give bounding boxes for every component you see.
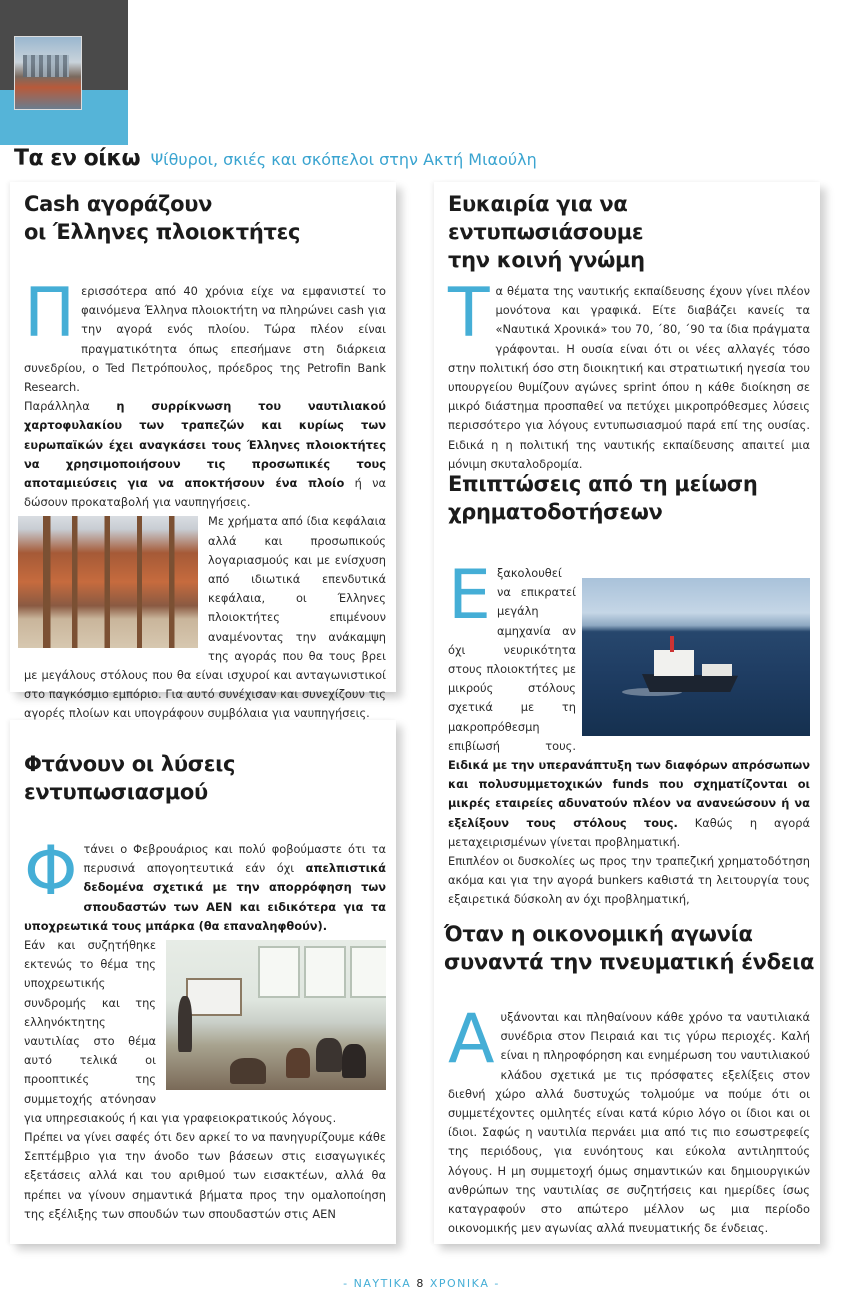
- paragraph-text: ή να δώσουν προκαταβολή για ναυπηγήσεις.: [24, 476, 386, 510]
- article-eukairia: [448, 190, 818, 274]
- section-subtitle: Ψίθυροι, σκιές και σκόπελοι στην Ακτή Μιαούλη: [150, 150, 537, 169]
- title-line: Φτάνουν οι λύσεις: [24, 752, 236, 776]
- article-body: [448, 556, 810, 910]
- footer-left: - ΝΑΥΤΙΚΑ: [343, 1277, 412, 1290]
- drop-cap: Φ: [24, 832, 78, 911]
- article-agonia: [444, 920, 816, 976]
- title-line: Όταν η οικονομική αγωνία: [444, 922, 753, 946]
- paragraph: Με χρήματα από ίδια κεφάλαια αλλά και προσωπικούς λογαριασμούς και με ενίσχυση από ιδιωτικά επενδυτικά κεφάλαια, οι Έλληνες πλοιοκτήτες επιμένουν αναμένοντας την ανάκαμψη της αγοράς που θα τους βρει με μεγάλους στόλους που θα είναι ισχυροί και ανταγωνιστικοί στο παγκόσμιο εμπόριο. Για αυτό συνέχισαν και συνεχίζουν τις αγορές πλοίων και υπογράφουν συμβόλαια για ναυπηγήσεις.: [24, 514, 386, 721]
- bold-text: απελπιστικά δεδομένα σχετικά με την απορρόφηση των σπουδαστών των ΑΕΝ και ειδικότερα για τα υποχρεωτικά τους μπάρκα (θα επαναληφθούν).: [24, 861, 386, 933]
- article-cash: [10, 182, 396, 721]
- article-lyseis: [10, 720, 396, 1244]
- drop-cap: Ε: [448, 556, 491, 635]
- paragraph: Επιπλέον οι δυσκολίες ως προς την τραπεζική χρηματοδότηση ακόμα και για την αγορά bunkers καθιστά τη λειτουργία τους εξαιρετικά δύσκολη αν όχι προβληματική,: [448, 854, 810, 907]
- paragraph-text: Καθώς η αγορά μεταχειρισμένων γίνεται προβληματική.: [448, 815, 810, 849]
- corner-notch: [86, 108, 128, 145]
- article-title: [24, 190, 384, 246]
- title-line: χρηματοδοτήσεων: [448, 500, 663, 524]
- paragraph: Πρέπει να γίνει σαφές ότι δεν αρκεί το να πανηγυρίζουμε κάθε Σεπτέμβριο για την άνοδο των βάσεων στις εισαγωγικές εξετάσεις αλλά και του αριθμού των εισακτέων, αλλά θα πρέπει να γίνουν σημαντικά βήματα προς την ομαλοποίηση της εξέλιξης των σπουδών των σπουδαστών στις ΑΕΝ: [24, 1130, 386, 1221]
- page-footer: [0, 1277, 843, 1290]
- paragraph: [448, 274, 810, 474]
- page-number: 8: [416, 1277, 425, 1290]
- paragraph-text: Παράλληλα: [24, 399, 117, 414]
- title-line: οι Έλληνες πλοιοκτήτες: [24, 220, 301, 244]
- photo-float: [582, 578, 810, 746]
- paragraph: [24, 274, 386, 397]
- paragraph: [448, 1000, 810, 1238]
- section-header: [14, 146, 537, 174]
- bold-text: η συρρίκνωση του ναυτιλιακού χαρτοφυλακίου των τραπεζών και κυρίως των ευρωπαϊκών έχει αναγκάσει τους Έλληνες πλοιοκτήτες να χρησιμοποιήσουν τις προσωπικές τους αποταμιεύσεις για να αποκτήσουν ένα πλοίο: [24, 399, 386, 491]
- title-line: συναντά την πνευματική ένδεια: [444, 950, 815, 974]
- section-title: Τα εν οίκω: [14, 146, 141, 171]
- paragraph-text: α θέματα της ναυτικής εκπαίδευσης έχουν γίνει πλέον μονότονα και γραφικά. Είτε διαβάζει κανείς τα «Ναυτικά Χρονικά» του 70, ΄80, ΄90 τα ίδια πράγματα γράφονται. Η ουσία είναι ότι οι νέες αλλαγές τόσο στην πολιτική όσο στη διοικητική και στρατιωτική ηγεσία του υπουργείου θυμίζουν αγώνες sprint όπου η κάθε διοίκηση σε μικρό διάστημα προσπαθεί να πετύχει μικροπρόθεσμες λύσεις περισσότερο για λόγους εντυπωσιασμού παρά επί της ουσίας. Ειδικά η η πολιτική της ναυτικής εκπαίδευσης απαιτεί μια μόνιμη σκυταλοδρομία.: [448, 284, 810, 471]
- title-line: Επιπτώσεις από τη μείωση: [448, 472, 758, 496]
- paragraph-text: τάνει ο Φεβρουάριος και πολύ φοβούμαστε ότι τα περυσινά απογοητευτικά εάν όχι: [83, 842, 386, 876]
- footer-right: ΧΡΟΝΙΚΑ -: [429, 1277, 500, 1290]
- cargo-ship-photo: [582, 578, 810, 736]
- paragraph: [448, 556, 810, 852]
- shipyard-photo: [18, 516, 198, 648]
- paragraph-text: ερισσότερα από 40 χρόνια είχε να εμφανιστεί το φαινόμενα Έλληνα πλοιοκτήτη να πληρώνει cash για την αγορά ενός πλοίου. Τώρα πλέον είναι πραγματικότητα όπως επεσήμανε στη διάρκεια συνεδρίου, ο Ted Πετρόπουλος, πρόεδρος της Petrofin Bank Research.: [24, 284, 386, 395]
- classroom-photo: [166, 940, 386, 1090]
- photo-float: [162, 938, 386, 1090]
- article-right-column: [434, 182, 820, 1244]
- drop-cap: Π: [24, 274, 76, 353]
- article-body: [448, 274, 810, 474]
- photo-float: [24, 516, 200, 652]
- title-line: την κοινή γνώμη: [448, 248, 645, 272]
- bold-text: Ειδικά με την υπερανάπτυξη των διαφόρων απρόσωπων και πολυσυμμετοχικών funds που σχηματίζονται οι μικρές εταιρείες αδυνατούν πλέον να ανανεώσουν ή να εξελίξουν τους στόλους τους.: [448, 758, 810, 830]
- article-title: [444, 920, 816, 976]
- title-line: Cash αγοράζουν: [24, 192, 213, 216]
- article-title: [448, 190, 818, 274]
- paragraph-text: ξακολουθεί να επικρατεί μεγάλη αμηχανία αν όχι νευρικότητα στους πλοιοκτήτες με μικρούς στόλους σχετικά με τη μακροπρόθεσμη επιβίωσή τους.: [448, 566, 576, 753]
- article-title: [448, 470, 818, 526]
- harbor-thumbnail-photo: [14, 36, 82, 110]
- paragraph-text: υξάνονται και πληθαίνουν κάθε χρόνο τα ναυτιλιακά συνέδρια στον Πειραιά και τις γύρω περιοχές. Καλή είναι η πληροφόρηση και ενημέρωση του ναυτιλιακού κλάδου σχετικά με τις πρόσφατες εξελίξεις στον διεθνή χώρο αλλά δυστυχώς τολμούμε να πούμε ότι οι συμμετέχοντες ομιλητές είναι κατά κύριο λόγο οι ίδιοι και οι ίδιοι. Σαφώς η ναυτιλία περνάει μια από τις πιο εσωστρεφείς της περιόδους, για ευνόητους και εύκολα αντιληπτούς λόγους. Η μη συμμετοχή όμως σημαντικών και δημιουργικών ανθρώπων της ναυτιλίας σε συζητήσεις και ημερίδες ίσως καταγραφούν στο απώτερο μέλλον ως μια περίοδο οικονομικής μεν αγωνίας αλλά πνευματικής δε ένδειας.: [448, 1010, 810, 1236]
- title-line: Ευκαιρία για να εντυπωσιάσουμε: [448, 192, 644, 244]
- title-line: εντυπωσιασμού: [24, 780, 208, 804]
- article-title: [24, 750, 384, 806]
- article-body: [448, 1000, 810, 1238]
- article-epiptoseis: [448, 470, 818, 526]
- paragraph: [24, 397, 386, 512]
- drop-cap: Α: [448, 1000, 495, 1079]
- article-body: [24, 832, 386, 1224]
- drop-cap: Τ: [448, 274, 490, 353]
- paragraph: [24, 832, 386, 936]
- paragraph: Εάν και συζητήθηκε εκτενώς το θέμα της υποχρεωτικής συνδρομής και της ελληνόκτητης ναυτιλίας στο θέμα αυτό τελικά οι προοπτικές της συμμετοχής ατόνησαν για υπηρεσιακούς ή και για γραφειοκρατικούς λόγους.: [24, 938, 337, 1125]
- article-body: [24, 274, 386, 724]
